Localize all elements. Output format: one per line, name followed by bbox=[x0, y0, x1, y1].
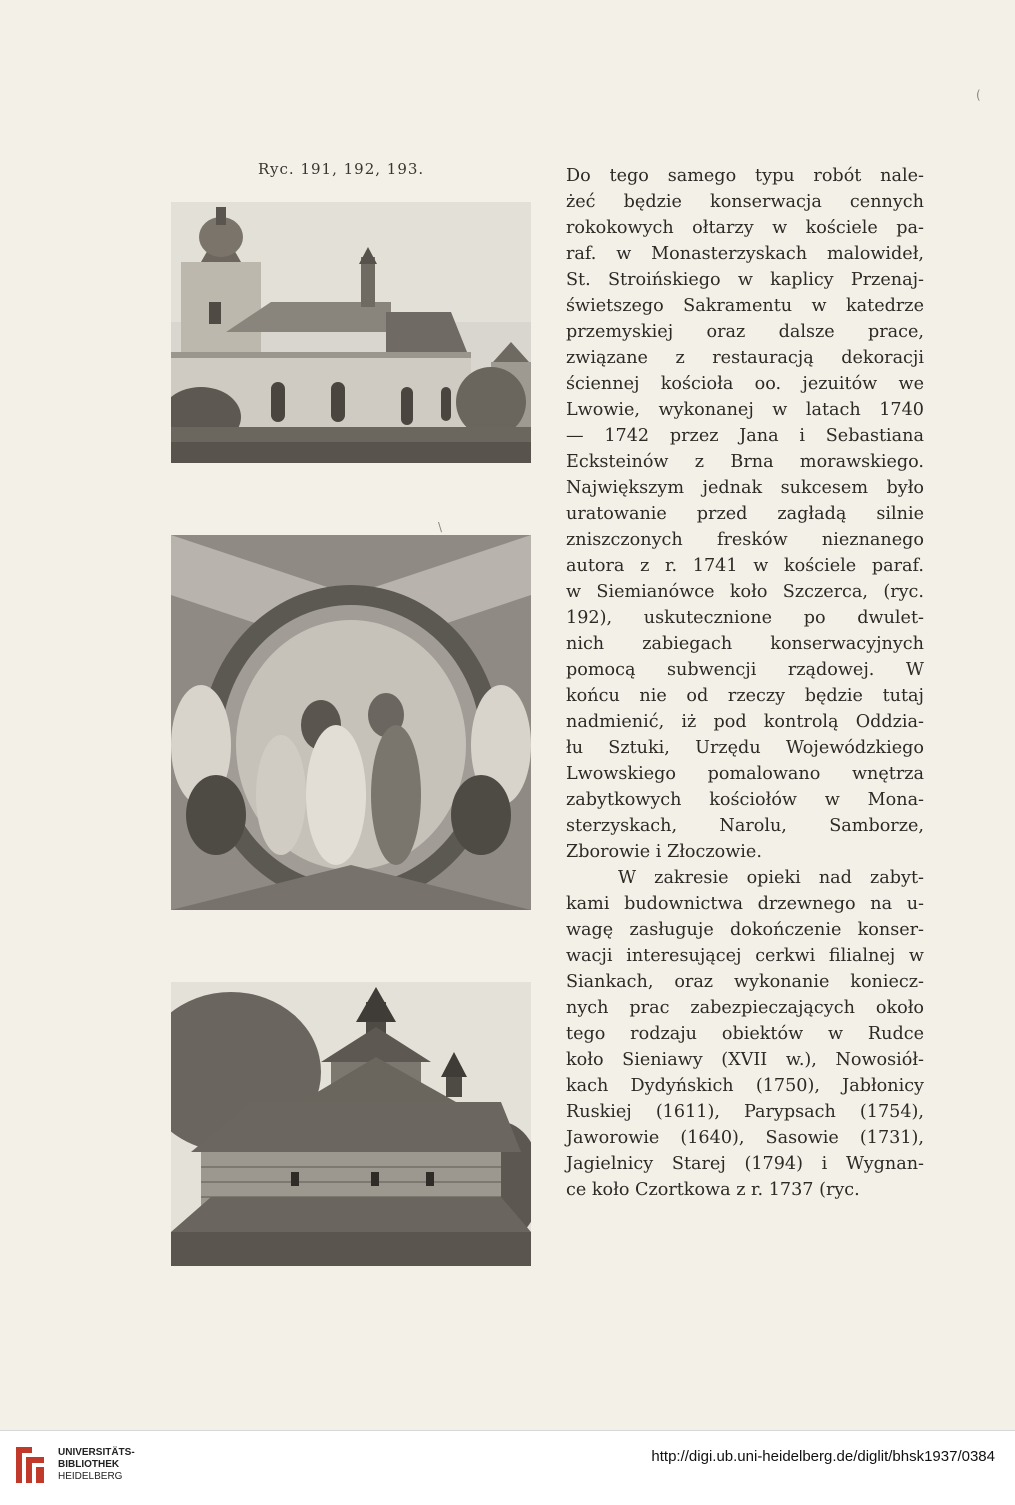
text-line: Lwowskiego pomalowano wnętrza bbox=[566, 764, 924, 784]
paragraph-2 bbox=[566, 865, 924, 1203]
text-line: Siankach, oraz wykonanie koniecz- bbox=[566, 972, 924, 992]
text-line: uratowanie przed zagładą silnie bbox=[566, 504, 924, 524]
text-line: kach Dydyńskich (1750), Jabłonicy bbox=[566, 1076, 924, 1096]
text-line: łu Sztuki, Urzędu Wojewódzkiego bbox=[566, 738, 924, 758]
body-text bbox=[566, 163, 924, 1203]
text-line: w Siemianówce koło Szczerca, (ryc. bbox=[566, 582, 924, 602]
text-line: zabytkowych kościołów w Mona- bbox=[566, 790, 924, 810]
text-line: rokokowych ołtarzy w kościele pa- bbox=[566, 218, 924, 238]
text-line: nadmienić, iż pod kontrolą Oddzia- bbox=[566, 712, 924, 732]
text-line: związane z restauracją dekoracji bbox=[566, 348, 924, 368]
logo-line: UNIVERSITÄTS- bbox=[58, 1447, 135, 1458]
text-line: koło Sieniawy (XVII w.), Nowosiół- bbox=[566, 1050, 924, 1070]
text-line: Ruskiej (1611), Parypsach (1754), bbox=[566, 1102, 924, 1122]
text-line: zniszczonych fresków nieznanego bbox=[566, 530, 924, 550]
text-line: — 1742 przez Jana i Sebastiana bbox=[566, 426, 924, 446]
text-line: sterzyskach, Narolu, Samborze, bbox=[566, 816, 924, 836]
text-line: Jaworowie (1640), Sasowie (1731), bbox=[566, 1128, 924, 1148]
text-line: nych prac zabezpieczających około bbox=[566, 998, 924, 1018]
library-logo-icon bbox=[12, 1443, 48, 1487]
text-line: przemyskiej oraz dalsze prace, bbox=[566, 322, 924, 342]
text-line: kami budownictwa drzewnego na u- bbox=[566, 894, 924, 914]
margin-mark: ( bbox=[976, 88, 981, 102]
text-line: Jagielnicy Starej (1794) i Wygnan- bbox=[566, 1154, 924, 1174]
text-line: Największym jednak sukcesem było bbox=[566, 478, 924, 498]
text-line: wagę zasługuje dokończenie konser- bbox=[566, 920, 924, 940]
logo-line: HEIDELBERG bbox=[58, 1471, 123, 1482]
fresco-photo bbox=[171, 535, 531, 910]
text-line: autora z r. 1741 w kościele paraf. bbox=[566, 556, 924, 576]
library-logo-text bbox=[58, 1447, 135, 1483]
figure-caption: Ryc. 191, 192, 193. bbox=[258, 160, 425, 178]
text-line: Do tego samego typu robót nale- bbox=[566, 166, 924, 186]
text-line: Zborowie i Złoczowie. bbox=[566, 842, 762, 862]
text-line: żeć będzie konserwacja cennych bbox=[566, 192, 924, 212]
text-line: raf. w Monasterzyskach malowideł, bbox=[566, 244, 924, 264]
text-line: nich zabiegach konserwacyjnych bbox=[566, 634, 924, 654]
logo-line: BIBLIOTHEK bbox=[58, 1459, 120, 1470]
text-line: wacji interesującej cerkwi filialnej w bbox=[566, 946, 924, 966]
permalink-url[interactable]: http://digi.ub.uni-heidelberg.de/diglit/bhsk1937/0384 bbox=[651, 1448, 995, 1465]
text-line: Lwowie, wykonanej w latach 1740 bbox=[566, 400, 924, 420]
text-line: świetszego Sakramentu w katedrze bbox=[566, 296, 924, 316]
text-line: ściennej kościoła oo. jezuitów we bbox=[566, 374, 924, 394]
paragraph-1 bbox=[566, 163, 924, 865]
text-line: pomocą subwencji rządowej. W bbox=[566, 660, 924, 680]
text-line: ce koło Czortkowa z r. 1737 (ryc. bbox=[566, 1180, 860, 1200]
text-line: Ecksteinów z Brna morawskiego. bbox=[566, 452, 924, 472]
footer-bar bbox=[0, 1430, 1015, 1505]
text-line: końcu nie od rzeczy będzie tutaj bbox=[566, 686, 924, 706]
stone-church-photo bbox=[171, 202, 531, 463]
margin-mark: \ bbox=[438, 520, 443, 534]
text-line: tego rodzaju obiektów w Rudce bbox=[566, 1024, 924, 1044]
text-line: W zakresie opieki nad zabyt- bbox=[618, 868, 924, 888]
wooden-church-photo bbox=[171, 982, 531, 1266]
text-line: 192), uskutecznione po dwulet- bbox=[566, 608, 924, 628]
text-line: St. Stroińskiego w kaplicy Przenaj- bbox=[566, 270, 924, 290]
